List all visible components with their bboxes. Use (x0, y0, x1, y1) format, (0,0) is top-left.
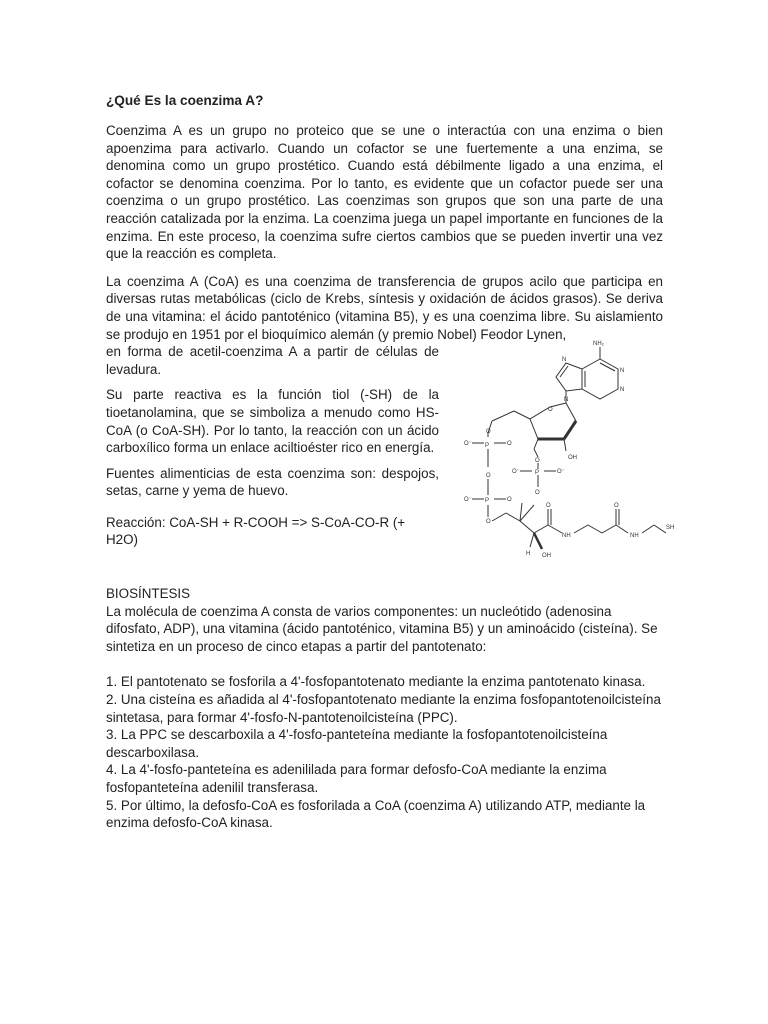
biosynthesis-intro: La molécula de coenzima A consta de varios componentes: un nucleótido (adenosina difosfato, ADP), una vitamina (ácido pantoténico, vitamina B5) y un aminoácido (cisteína). Se sintetiza en un proceso de cinco etapas a partir del pantotenato: (106, 603, 658, 654)
page-title: ¿Qué Es la coenzima A? (106, 93, 264, 108)
step-item: 5. Por último, la defosfo-CoA es fosforilada a CoA (coenzima A) utilizando ATP, mediante la enzima defosfo-CoA kinasa. (106, 797, 646, 831)
biosynthesis-steps (106, 673, 663, 831)
document-page (106, 92, 674, 832)
coa-paragraph: La coenzima A (CoA) es una coenzima de transferencia de grupos acilo que participa en diversas rutas metabólicas (ciclo de Krebs, síntesis y oxidación de ácidos grasos). Se deriva de una vitamina: el ácido pantoténico (vitamina B5), y es una coenzima libre. Su aislamiento se produjo en 1951 por el bioquímico alemán (y premio Nobel) Feodor Lynen, (106, 273, 663, 342)
left-column (106, 343, 439, 549)
oh-label-ribose: OH (568, 455, 577, 462)
o-label-3: O (486, 473, 491, 480)
o-label-9: O (614, 503, 619, 510)
biosynthesis-section (106, 585, 663, 832)
step-item: 3. La PPC se descarboxila a 4'-fosfo-panteteína mediante la fosfopantotenoilcisteína descarboxilasa. (106, 727, 608, 760)
sources-paragraph: Fuentes alimenticias de esta coenzima son: despojos, setas, carne y yema de huevo. (106, 465, 439, 499)
coa-paragraph-continued: en forma de acetil-coenzima A a partir de células de levadura. (106, 344, 439, 377)
coenzyme-a-structure-diagram (442, 337, 674, 579)
reaction-paragraph: Reacción: CoA-SH + R-COOH => S-CoA-CO-R (+ H2O) (106, 514, 406, 548)
step-item: 2. Una cisteína es añadida al 4'-fosfopantotenato mediante la enzima fosfopantotenoilcisteína sintetasa, para formar 4'-fosfo-N-pantotenoilcisteína (PPC). (106, 692, 661, 725)
n-label-2: N (620, 387, 625, 394)
reactive-paragraph: Su parte reactiva es la función tiol (-SH) de la tioetanolamina, que se simboliza a menudo como HS-CoA (o CoA-SH). Por lo tanto, la reacción con un ácido carboxílico forma un enlace aciltioéster rico en energía. (106, 387, 439, 456)
step-item: 4. La 4'-fosfo-panteteína es adenililada para formar defosfo-CoA mediante la enzima fosfopanteteína adenilil transferasa. (106, 762, 607, 795)
o-minus-label-4: O⁻ (464, 497, 472, 504)
p-label-bottom: P (485, 498, 490, 505)
oh-label-chain: OH (542, 553, 551, 560)
step-item: 1. El pantotenato se fosforila a 4'-fosfopantotenato mediante la enzima pantotenato kinasa. (106, 674, 646, 690)
h-label: H (526, 551, 531, 558)
sh-label: SH (666, 525, 674, 532)
biosynthesis-heading: BIOSÍNTESIS (106, 586, 191, 602)
o-label-4: O (535, 458, 540, 465)
p-label-top: P (485, 443, 490, 450)
o-minus-label-2: O⁻ (512, 469, 520, 476)
n-label-3: N (562, 357, 567, 364)
o-label-7: O (486, 519, 491, 526)
o-label-6: O (507, 497, 512, 504)
o-label-2: O (486, 429, 491, 436)
o-label-8: O (546, 503, 551, 510)
nh-label-1: NH (562, 533, 571, 540)
p-label-mid: P (535, 470, 540, 477)
molecule-section (106, 341, 674, 560)
nh-label-2: NH (630, 533, 639, 540)
o-minus-label-3: O⁻ (557, 469, 565, 476)
o-label-1: O (507, 441, 512, 448)
nh2-label: NH₂ (593, 341, 604, 348)
n-label-1: N (620, 368, 625, 375)
o-minus-label-1: O⁻ (464, 441, 472, 448)
n-label-4: N (564, 397, 569, 404)
o-label-5: O (535, 490, 540, 497)
intro-paragraph: Coenzima A es un grupo no proteico que se une o interactúa con una enzima o bien apoenzima para activarlo. Cuando un cofactor se une fuertemente a una enzima, se denomina como un grupo prostético. Cuando está débilmente ligado a una enzima, el cofactor se denomina coenzima. Por lo tanto, es evidente que un cofactor puede ser una coenzima o un grupo prostético. Las coenzimas son grupos que son una parte de una reacción catalizada por la enzima. La coenzima juega un papel importante en funciones de la enzima. En este proceso, la coenzima sufre ciertos cambios que se pueden invertir una vez que la reacción es completa. (106, 123, 663, 262)
ring-o-label: O (548, 407, 553, 414)
